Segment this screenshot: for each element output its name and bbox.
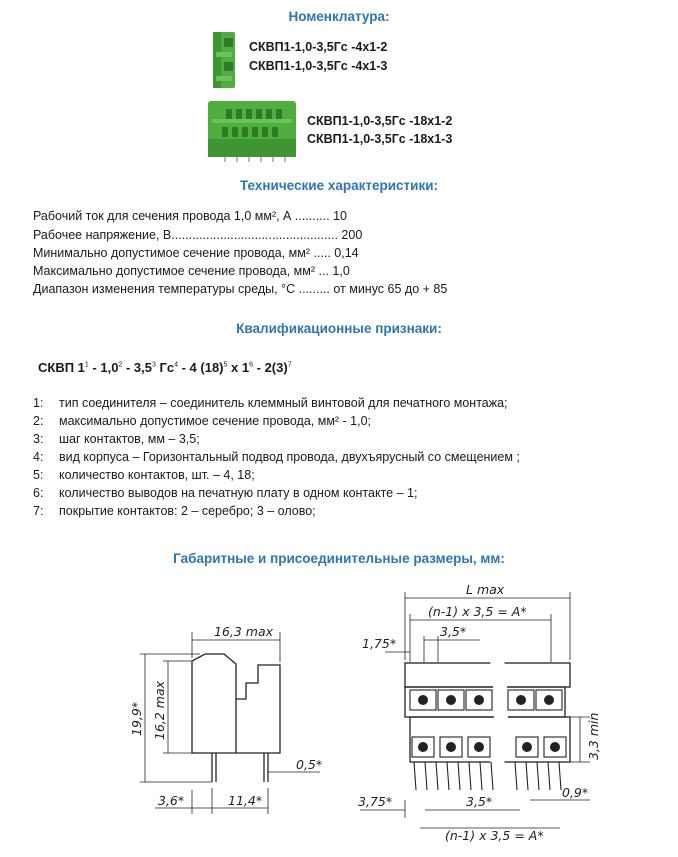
spec-value: 200 — [337, 228, 363, 242]
dim-width-max: 16,3 max — [214, 624, 274, 639]
feature-item: 1: тип соединителя – соединитель клеммный винтовой для печатного монтажа; — [33, 396, 508, 410]
feature-item: 5: количество контактов, шт. – 4, 18; — [33, 468, 255, 482]
spec-value: от минус 65 до + 85 — [329, 282, 448, 296]
feature-item: 2: максимально допустимое сечение провода, мм² - 1,0; — [33, 414, 372, 428]
dim-pin-pitch-side: 11,4* — [228, 793, 263, 808]
dim-edge-bottom: 3,75* — [358, 794, 393, 809]
spec-label: Рабочее напряжение, В................................................ — [33, 228, 338, 242]
dim-pin-width: 0,9* — [562, 785, 589, 800]
dim-pitch-formula-bottom: (n-1) x 3,5 = A* — [445, 828, 544, 843]
dim-pitch-formula: (n-1) x 3,5 = A* — [428, 604, 527, 619]
spec-value: 10 — [329, 209, 347, 223]
dim-height-max: 16,2 max — [152, 680, 167, 740]
designation-code: СКВП $1^1 - 1,0^2 - 3,5^3$ $Гс^4 - 4$ $(18)^5$ х $1^6 - 2(3)^7$ — [38, 360, 292, 375]
dim-pitch-bottom: 3,5* — [466, 794, 493, 809]
model-large-2: СКВП1-1,0-3,5Гс -18х1-3 — [307, 132, 453, 146]
dim-pin-offset: 0,5* — [296, 757, 323, 772]
spec-label: Диапазон изменения температуры среды, °С ......... — [33, 282, 330, 296]
spec-value: 1,0 — [328, 264, 350, 278]
spec-label: Максимально допустимое сечение провода, мм² ... — [33, 264, 329, 278]
feature-item: 4: вид корпуса – Горизонтальный подвод провода, двухъярусный со смещением ; — [33, 450, 520, 464]
dim-edge-top: 1,75* — [362, 636, 397, 651]
feature-item: 6: количество выводов на печатную плату в одном контакте – 1; — [33, 486, 418, 500]
model-small-1: СКВП1-1,0-3,5Гс -4х1-2 — [249, 40, 388, 54]
heading-qualification: Квалификационные признаки: — [236, 321, 442, 336]
dim-length: L max — [466, 582, 505, 597]
feature-item: 7: покрытие контактов: 2 – серебро; 3 – олово; — [33, 504, 316, 518]
model-large-1: СКВП1-1,0-3,5Гс -18х1-2 — [307, 114, 453, 128]
dim-height-total: 19,9* — [129, 701, 144, 736]
model-small-2: СКВП1-1,0-3,5Гс -4х1-3 — [249, 59, 388, 73]
dim-pitch: 3,5* — [440, 624, 467, 639]
dim-pin-left: 3,6* — [158, 793, 185, 808]
heading-dimensions: Габаритные и присоединительные размеры, мм: — [173, 551, 505, 566]
spec-label: Рабочий ток для сечения провода 1,0 мм², А .......... — [33, 209, 330, 223]
heading-nomenclature: Номенклатура: — [288, 9, 390, 24]
heading-specs: Технические характеристики: — [239, 178, 439, 193]
spec-label: Минимально допустимое сечение провода, мм² ..... — [33, 246, 331, 260]
spec-value: 0,14 — [330, 246, 359, 260]
feature-item: 3: шаг контактов, мм – 3,5; — [33, 432, 200, 446]
dim-min-height: 3,3 min — [586, 712, 601, 760]
